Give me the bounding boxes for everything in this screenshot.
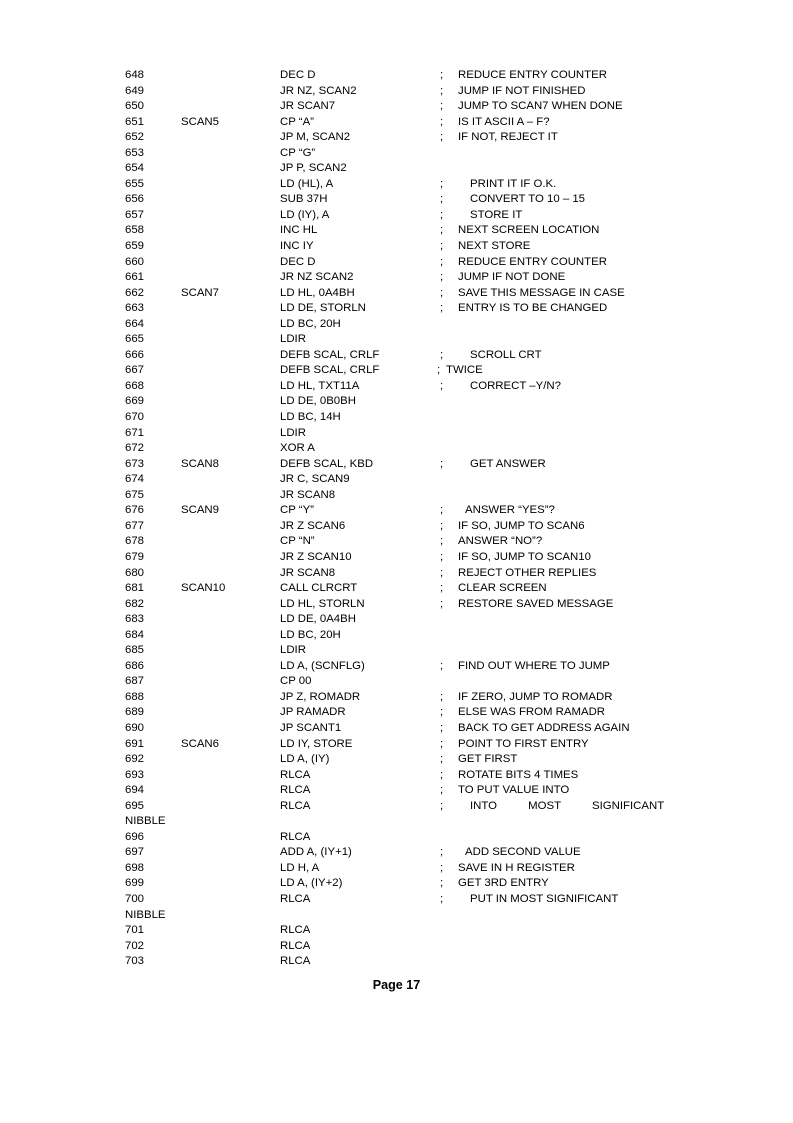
code-line (125, 923, 725, 939)
code-line (125, 705, 725, 721)
code-line (125, 115, 725, 131)
code-mnemonic: JP RAMADR (280, 706, 346, 719)
code-line (125, 939, 725, 955)
code-mnemonic: RLCA (280, 892, 311, 905)
line-number: 672 (125, 442, 145, 455)
code-comment: REJECT OTHER REPLIES (458, 566, 597, 579)
code-line (125, 192, 725, 208)
code-comment: REDUCE ENTRY COUNTER (458, 69, 607, 81)
line-number: 660 (125, 255, 145, 268)
code-line (125, 348, 725, 364)
code-mnemonic: DEFB SCAL, CRLF (280, 364, 380, 377)
comment-separator: ; (440, 177, 444, 190)
code-mnemonic: CP “G” (280, 146, 316, 159)
code-mnemonic: JP M, SCAN2 (280, 131, 351, 144)
code-line (125, 721, 725, 737)
comment-wrap-word: NIBBLE (125, 908, 166, 921)
line-number: 652 (125, 131, 145, 144)
code-mnemonic: CP 00 (280, 675, 312, 688)
line-number: 687 (125, 675, 145, 688)
code-mnemonic: JR SCAN8 (280, 566, 336, 579)
code-mnemonic: DEFB SCAL, KBD (280, 457, 374, 470)
code-line (125, 177, 725, 193)
code-line (125, 830, 725, 846)
code-line (125, 628, 725, 644)
code-comment: REDUCE ENTRY COUNTER (458, 255, 607, 268)
code-comment: ENTRY IS TO BE CHANGED (458, 302, 608, 315)
line-number: 677 (125, 519, 145, 532)
line-number: 669 (125, 395, 145, 408)
code-mnemonic: JR NZ, SCAN2 (280, 84, 357, 97)
comment-separator: ; (440, 768, 444, 781)
code-line (125, 394, 725, 410)
code-mnemonic: LD DE, 0A4BH (280, 613, 356, 626)
comment-separator: ; (440, 877, 444, 890)
code-line (125, 146, 725, 162)
comment-separator: ; (440, 271, 444, 284)
code-comment: CORRECT –Y/N? (470, 379, 561, 392)
code-comment: SAVE THIS MESSAGE IN CASE (458, 286, 625, 299)
line-number: 698 (125, 861, 145, 874)
code-line (125, 379, 725, 395)
code-line (125, 441, 725, 457)
line-number: 648 (125, 69, 145, 81)
code-mnemonic: RLCA (280, 939, 311, 952)
code-mnemonic: CALL CLRCRT (280, 582, 358, 595)
line-number: 702 (125, 939, 145, 952)
line-number: 671 (125, 426, 145, 439)
line-number: 661 (125, 271, 145, 284)
code-mnemonic: LD H, A (280, 861, 320, 874)
line-number: 695 (125, 799, 145, 812)
code-line (125, 534, 725, 550)
code-mnemonic: LD A, (IY+2) (280, 877, 343, 890)
comment-separator: ; (440, 784, 444, 797)
line-number: 674 (125, 473, 145, 486)
code-line (125, 332, 725, 348)
page-footer (0, 978, 793, 992)
code-mnemonic: DEC D (280, 69, 316, 81)
comment-separator: ; (437, 364, 441, 377)
line-number: 675 (125, 488, 145, 501)
comment-wrap-line (125, 814, 725, 830)
code-line (125, 286, 725, 302)
code-line (125, 472, 725, 488)
line-number: 676 (125, 504, 145, 517)
code-comment: PRINT IT IF O.K. (470, 177, 557, 190)
code-mnemonic: LD BC, 20H (280, 628, 341, 641)
comment-separator: ; (440, 846, 444, 859)
code-line (125, 752, 725, 768)
code-mnemonic: JP Z, ROMADR (280, 690, 361, 703)
assembly-code-listing (125, 68, 725, 970)
code-comment: IF SO, JUMP TO SCAN6 (458, 519, 585, 532)
code-comment: PUT IN MOST SIGNIFICANT (470, 892, 619, 905)
code-comment: GET FIRST (458, 753, 518, 766)
line-number: 703 (125, 955, 145, 968)
line-number: 696 (125, 830, 145, 843)
code-mnemonic: JP SCANT1 (280, 721, 342, 734)
code-line (125, 99, 725, 115)
line-number: 679 (125, 550, 145, 563)
line-number: 700 (125, 892, 145, 905)
line-number: 678 (125, 535, 145, 548)
line-number: 664 (125, 317, 145, 330)
code-mnemonic: CP “A” (280, 115, 314, 128)
comment-separator: ; (440, 193, 444, 206)
code-label: SCAN10 (181, 582, 226, 595)
comment-separator: ; (440, 690, 444, 703)
line-number: 693 (125, 768, 145, 781)
code-mnemonic: LD A, (IY) (280, 753, 330, 766)
comment-separator: ; (440, 255, 444, 268)
code-mnemonic: LDIR (280, 644, 306, 657)
code-line (125, 954, 725, 970)
code-line (125, 519, 725, 535)
code-mnemonic: LD IY, STORE (280, 737, 353, 750)
code-comment: GET 3RD ENTRY (458, 877, 549, 890)
code-line (125, 208, 725, 224)
comment-separator: ; (440, 224, 444, 237)
code-comment: POINT TO FIRST ENTRY (458, 737, 589, 750)
code-line (125, 426, 725, 442)
comment-separator: ; (440, 240, 444, 253)
line-number: 662 (125, 286, 145, 299)
code-line (125, 597, 725, 613)
comment-separator: ; (440, 504, 444, 517)
code-line (125, 566, 725, 582)
line-number: 663 (125, 302, 145, 315)
line-number: 654 (125, 162, 145, 175)
code-comment: ANSWER “YES”? (465, 504, 555, 517)
code-mnemonic: XOR A (280, 442, 315, 455)
code-mnemonic: LDIR (280, 426, 306, 439)
code-line (125, 457, 725, 473)
code-line (125, 363, 725, 379)
code-mnemonic: LD (IY), A (280, 208, 330, 221)
code-mnemonic: JR SCAN7 (280, 100, 336, 113)
comment-separator: ; (440, 535, 444, 548)
code-comment: SCROLL CRT (470, 348, 542, 361)
code-line (125, 768, 725, 784)
comment-separator: ; (440, 519, 444, 532)
code-mnemonic: JR NZ SCAN2 (280, 271, 354, 284)
comment-separator: ; (440, 753, 444, 766)
code-line (125, 161, 725, 177)
line-number: 651 (125, 115, 145, 128)
comment-separator: ; (440, 379, 444, 392)
code-line (125, 892, 725, 908)
line-number: 656 (125, 193, 145, 206)
code-line (125, 876, 725, 892)
line-number: 681 (125, 582, 145, 595)
code-comment: TWICE (446, 364, 483, 377)
line-number: 666 (125, 348, 145, 361)
code-mnemonic: RLCA (280, 924, 311, 937)
code-comment: TO PUT VALUE INTO (458, 784, 570, 797)
code-line (125, 503, 725, 519)
code-comment: IF NOT, REJECT IT (458, 131, 558, 144)
code-mnemonic: LDIR (280, 333, 306, 346)
code-mnemonic: LD (HL), A (280, 177, 334, 190)
comment-separator: ; (440, 737, 444, 750)
code-comment: IF SO, JUMP TO SCAN10 (458, 550, 591, 563)
code-line (125, 317, 725, 333)
code-mnemonic: LD HL, 0A4BH (280, 286, 355, 299)
code-comment: RESTORE SAVED MESSAGE (458, 597, 614, 610)
code-comment: ANSWER “NO”? (458, 535, 543, 548)
code-comment: NEXT SCREEN LOCATION (458, 224, 600, 237)
code-mnemonic: INC IY (280, 240, 314, 253)
code-line (125, 130, 725, 146)
comment-separator: ; (440, 302, 444, 315)
line-number: 658 (125, 224, 145, 237)
code-mnemonic: RLCA (280, 830, 311, 843)
line-number: 685 (125, 644, 145, 657)
code-line (125, 68, 725, 84)
code-mnemonic: JR C, SCAN9 (280, 473, 350, 486)
line-number: 680 (125, 566, 145, 579)
line-number: 701 (125, 924, 145, 937)
line-number: 683 (125, 613, 145, 626)
code-mnemonic: LD DE, 0B0BH (280, 395, 356, 408)
code-comment: BACK TO GET ADDRESS AGAIN (458, 721, 630, 734)
code-line (125, 659, 725, 675)
code-line (125, 239, 725, 255)
comment-separator: ; (440, 69, 444, 81)
code-comment: ELSE WAS FROM RAMADR (458, 706, 606, 719)
comment-separator: ; (440, 861, 444, 874)
code-label: SCAN9 (181, 504, 219, 517)
code-comment: JUMP TO SCAN7 WHEN DONE (458, 100, 623, 113)
code-line (125, 270, 725, 286)
code-comment: FIND OUT WHERE TO JUMP (458, 659, 610, 672)
comment-separator: ; (440, 457, 444, 470)
code-mnemonic: CP “N” (280, 535, 315, 548)
comment-separator: ; (440, 286, 444, 299)
comment-separator: ; (440, 208, 444, 221)
line-number: 673 (125, 457, 145, 470)
code-comment: ADD SECOND VALUE (465, 846, 581, 859)
code-comment: SAVE IN H REGISTER (458, 861, 575, 874)
code-label: SCAN5 (181, 115, 219, 128)
code-line (125, 488, 725, 504)
line-number: 657 (125, 208, 145, 221)
code-line (125, 581, 725, 597)
code-mnemonic: LD DE, STORLN (280, 302, 366, 315)
line-number: 659 (125, 240, 145, 253)
line-number: 665 (125, 333, 145, 346)
code-mnemonic: JR SCAN8 (280, 488, 336, 501)
code-comment: CLEAR SCREEN (458, 582, 547, 595)
code-comment: NEXT STORE (458, 240, 531, 253)
code-line (125, 690, 725, 706)
code-comment: JUMP IF NOT DONE (458, 271, 566, 284)
code-line (125, 223, 725, 239)
comment-separator: ; (440, 799, 444, 812)
code-mnemonic: LD A, (SCNFLG) (280, 659, 365, 672)
code-label: SCAN8 (181, 457, 219, 470)
line-number: 668 (125, 379, 145, 392)
comment-separator: ; (440, 659, 444, 672)
code-line (125, 255, 725, 271)
code-mnemonic: INC HL (280, 224, 318, 237)
code-label: SCAN6 (181, 737, 219, 750)
code-mnemonic: LD BC, 20H (280, 317, 341, 330)
code-mnemonic: RLCA (280, 799, 311, 812)
line-number: 699 (125, 877, 145, 890)
code-mnemonic: DEC D (280, 255, 316, 268)
code-line (125, 410, 725, 426)
code-comment: JUMP IF NOT FINISHED (458, 84, 586, 97)
line-number: 692 (125, 753, 145, 766)
code-mnemonic: LD HL, STORLN (280, 597, 365, 610)
comment-separator: ; (440, 706, 444, 719)
code-comment: IS IT ASCII A – F? (458, 115, 550, 128)
code-comment: CONVERT TO 10 – 15 (470, 193, 586, 206)
code-line (125, 861, 725, 877)
code-mnemonic: JR Z SCAN6 (280, 519, 346, 532)
comment-separator: ; (440, 115, 444, 128)
comment-separator: ; (440, 582, 444, 595)
comment-separator: ; (440, 597, 444, 610)
line-number: 670 (125, 411, 145, 424)
code-line (125, 301, 725, 317)
line-number: 684 (125, 628, 145, 641)
code-line (125, 84, 725, 100)
line-number: 649 (125, 84, 145, 97)
code-line (125, 612, 725, 628)
code-mnemonic: RLCA (280, 955, 311, 968)
comment-separator: ; (440, 100, 444, 113)
page-number-label: Page 17 (372, 978, 421, 992)
line-number: 691 (125, 737, 145, 750)
code-line (125, 799, 725, 815)
code-mnemonic: ADD A, (IY+1) (280, 846, 352, 859)
code-line (125, 550, 725, 566)
line-number: 694 (125, 784, 145, 797)
line-number: 689 (125, 706, 145, 719)
code-mnemonic: LD HL, TXT11A (280, 379, 360, 392)
line-number: 688 (125, 690, 145, 703)
line-number: 667 (125, 364, 145, 377)
comment-separator: ; (440, 566, 444, 579)
comment-separator: ; (440, 84, 444, 97)
code-mnemonic: RLCA (280, 784, 311, 797)
comment-wrap-line (125, 908, 725, 924)
code-mnemonic: LD BC, 14H (280, 411, 341, 424)
code-label: SCAN7 (181, 286, 219, 299)
comment-separator: ; (440, 131, 444, 144)
code-line (125, 845, 725, 861)
line-number: 650 (125, 100, 145, 113)
code-mnemonic: SUB 37H (280, 193, 328, 206)
line-number: 686 (125, 659, 145, 672)
code-mnemonic: DEFB SCAL, CRLF (280, 348, 380, 361)
line-number: 682 (125, 597, 145, 610)
line-number: 697 (125, 846, 145, 859)
comment-separator: ; (440, 550, 444, 563)
code-comment: INTO MOST SIGNIFICANT (470, 799, 665, 812)
line-number: 655 (125, 177, 145, 190)
code-comment: IF ZERO, JUMP TO ROMADR (458, 690, 613, 703)
code-mnemonic: CP “Y” (280, 504, 314, 517)
comment-wrap-word: NIBBLE (125, 815, 166, 828)
code-comment: STORE IT (470, 208, 523, 221)
code-line (125, 737, 725, 753)
code-mnemonic: JR Z SCAN10 (280, 550, 352, 563)
code-comment: GET ANSWER (470, 457, 546, 470)
comment-separator: ; (440, 348, 444, 361)
code-mnemonic: RLCA (280, 768, 311, 781)
line-number: 690 (125, 721, 145, 734)
code-line (125, 674, 725, 690)
code-mnemonic: JP P, SCAN2 (280, 162, 347, 175)
comment-separator: ; (440, 892, 444, 905)
code-comment: ROTATE BITS 4 TIMES (458, 768, 579, 781)
code-line (125, 643, 725, 659)
code-line (125, 783, 725, 799)
line-number: 653 (125, 146, 145, 159)
comment-separator: ; (440, 721, 444, 734)
